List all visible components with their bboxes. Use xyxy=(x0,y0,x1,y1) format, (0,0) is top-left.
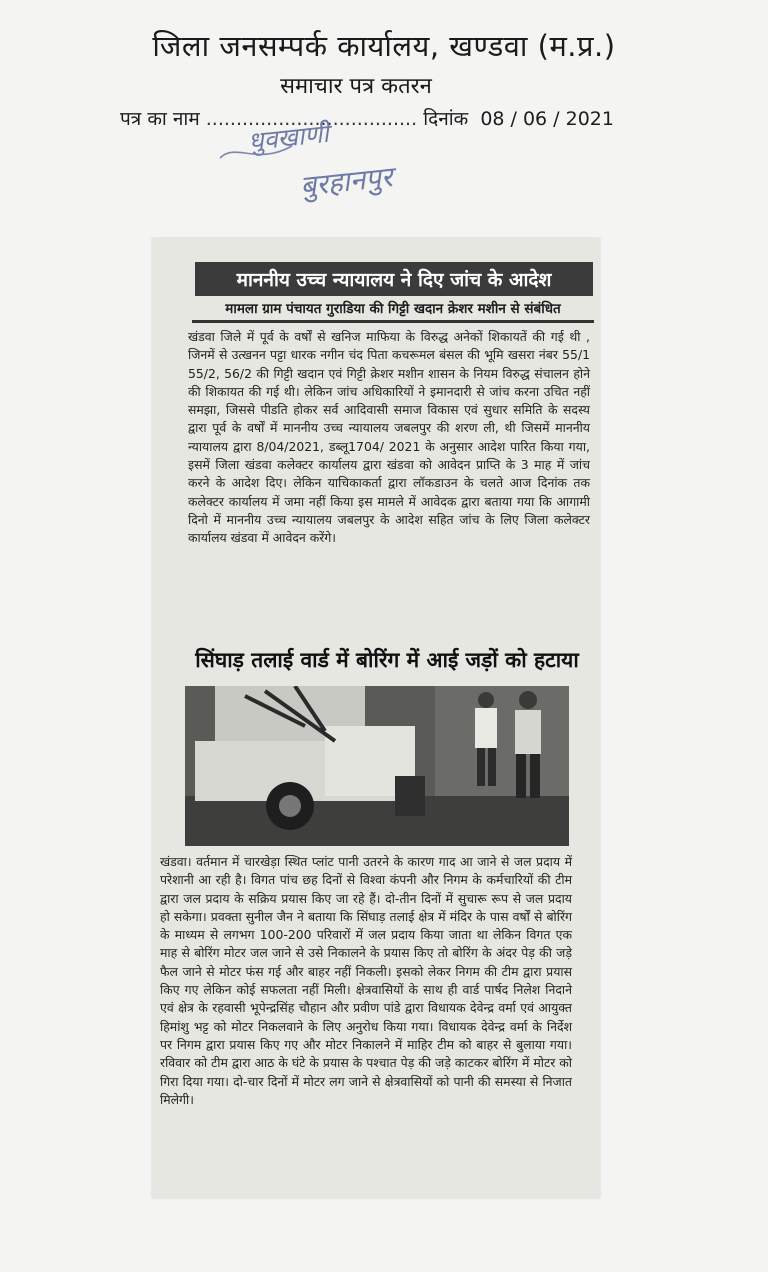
article2-body: खंडवा। वर्तमान में चारखेड़ा स्थित प्लांट पानी उतरने के कारण गाद आ जाने से जल प्रदाय में परेशानी आ रही है। विगत पांच छह दिनों से विश्वा कंपनी और निगम के कर्मचारियों की टीम द्वारा जल प्रदाय के सक्रिय प्रयास किए जा रहे हैं। दो-तीन दिनों में सुचारू रूप से जल प्रदाय हो सकेगा। प्रवक्ता सुनील जैन ने बताया कि सिंघाड़ तलाई क्षेत्र में मंदिर के पास वर्षों से बोरिंग के माध्यम से लगभग 100-200 परिवारों में जल प्रदाय किया जाता था लेकिन विगत एक माह से बोरिंग मोटर जल जाने से उसे निकालने के प्रयास किए तो बोरिंग के अंदर पेड़ की जड़े फैल जाने से मोटर फंस गई और बाहर नहीं निकली। इसको लेकर निगम की टीम द्वारा प्रयास किए गए लेकिन कोई सफलता नहीं मिली। क्षेत्रवासियों के साथ ही वार्ड पार्षद निलेश निदाने एवं क्षेत्र के रहवासी भूपेन्द्रसिंह चौहान और प्रवीण पांडे द्वारा विधायक देवेन्द्र वर्मा एवं आयुक्त हिमांशु भट्ट को मोटर निकलवाने के लिए अनुरोध किया गया। विधायक देवेन्द्र वर्मा के निर्देश पर निगम द्वारा प्रयास किए गए और मोटर निकालने में माहिर टीम को बाहर से बुलाया गया। रविवार को टीम द्वारा आठ के घंटे के प्रयास के पश्चात पेड़ की जड़े काटकर बोरिंग में मोटर को गिरा दिया गया। दो-चार दिनों में मोटर लग जाने से क्षेत्रवासियों को पानी की समस्या से निजात मिलेगी। xyxy=(160,854,572,1107)
handwriting-stroke-icon xyxy=(216,138,296,168)
paper-meta-row xyxy=(120,105,660,131)
article1-subheadline: मामला ग्राम पंचायत गुराडिया की गिट्टी खदान क्रेशर मशीन से संबंधित xyxy=(192,299,594,323)
handwritten-city: बुरहानपुर xyxy=(298,160,394,203)
news-photo xyxy=(185,686,569,846)
paper-name-label: पत्र का नाम xyxy=(120,108,200,130)
article1-headline: माननीय उच्च न्यायालय ने दिए जांच के आदेश xyxy=(195,262,593,296)
truck-boring-photo-icon xyxy=(185,686,569,846)
date-value: 08 / 06 / 2021 xyxy=(480,108,614,130)
clipping-subtitle: समाचार पत्र कतरन xyxy=(280,74,432,99)
office-title: जिला जनसम्पर्क कार्यालय, खण्डवा (म.प्र.) xyxy=(152,29,616,63)
article2-headline: सिंघाड़ तलाई वार्ड में बोरिंग में आई जड़ों को हटाया xyxy=(195,648,579,672)
date-label: दिनांक xyxy=(423,108,469,130)
handwritten-paper-name: धुवखाणी xyxy=(246,118,331,157)
paper-name-dots: ................................... xyxy=(205,108,418,130)
article1-body: खंडवा जिले में पूर्व के वर्षों से खनिज माफिया के विरुद्ध अनेकों शिकायतें की गई थी , जिनमें से उत्खनन पट्टा धारक नगीन चंद पिता कचरूमल बंसल की भूमि खसरा नंबर 55/1 55/2, 56/2 की गिट्टी खदान एवं गिट्टी क्रेशर मशीन शासन के नियम विरुद्ध संचालन होने की शिकायत की गई थी। लेकिन जांच अधिकारियों ने इमानदारी से जांच करना उचित नहीं समझा, जिससे पीडति होकर सर्व आदिवासी समाज विकास एवं सुधार समिति के सदस्य द्वारा पूर्व के वर्षों में माननीय उच्च न्यायालय जबलपुर की शरण ली, थी जिसमें माननीय न्यायालय द्वारा 8/04/2021, डब्लू1704/ 2021 के अनुसार आदेश पारित किया गया, इसमें जिला खंडवा कलेक्टर कार्यालय द्वारा खंडवा को आवेदन प्राप्ति के 3 माह में जांच करने के आदेश दिए। लेकिन याचिकाकर्ता द्वारा लॉकडाउन के चलते आज दिनांक तक कलेक्टर कार्यालय में जमा नहीं किया इस मामले में आवेदक द्वारा बताया गया कि आगामी दिनो में माननीय उच्च न्यायालय जबलपुर के आदेश सहित जांच के लिए जिला कलेक्टर कार्यालय खंडवा में आवेदन करेंगे। xyxy=(188,329,590,546)
